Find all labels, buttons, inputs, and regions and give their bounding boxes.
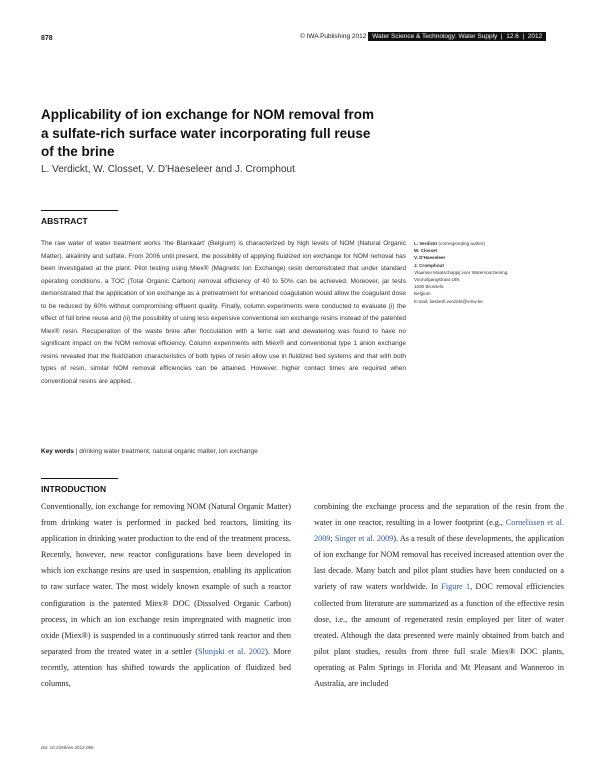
affiliation-address-line: Vooruitgangstraat 189, (414, 277, 461, 283)
abstract-heading: ABSTRACT (41, 216, 88, 226)
keywords-label: Key words (41, 448, 74, 455)
page-number: 878 (41, 35, 53, 42)
citation-link[interactable]: Slunjski et al. 2002 (197, 646, 266, 656)
citation-link[interactable]: Singer et al. 2009 (334, 534, 394, 544)
affiliation-name: L. Verdickt (corresponding author) (414, 241, 485, 246)
affiliation-block (414, 240, 564, 305)
citation-link[interactable]: Cornelissen et al. 2009 (314, 518, 565, 544)
abstract-body (41, 238, 406, 389)
author-list: L. Verdickt, W. Closset, V. D'Haeseleer and J. Cromphout (41, 164, 295, 175)
journal-year: 2012 (527, 33, 543, 40)
keywords-separator: | (75, 448, 78, 455)
intro-right-column (314, 499, 564, 692)
intro-paragraph-left: Conventionally, ion exchange for removing NOM (Natural Organic Matter) from drinking water is performed in packed bed reactors, limiting its application in drinking water production to the end of the treatment process. Recently, however, new reactor configurations have been developed in which ion exchange resins are used in suspension, enabling its application to raw surface water. The most widely known example of such a reactor configuration is the patented Miex® DOC (Dissolved Organic Carbon) process, in which an ion exchange resin impregnated with magnetic iron oxide (Miex®) is suspended in a continuously stirred tank reactor and then separated from the treated water in a settler (Slunjski et al. 2002). More recently, attention has shifted towards the application of fluidized bed columns, (41, 502, 291, 689)
keywords-text: drinking water treatment, natural organic matter, ion exchange (79, 448, 258, 455)
affiliation-name: J. Cromphout (414, 262, 444, 268)
affiliation-address-line: Vlaamse Maatschappij voor Watervoorziening, (414, 269, 509, 275)
affiliation-name: W. Closset (414, 248, 438, 254)
journal-bar: Water Science & Technology: Water Supply | 12.6 | 2012 (368, 32, 546, 41)
journal-volume: 12.6 (506, 33, 519, 40)
introduction-heading: INTRODUCTION (41, 484, 107, 494)
copyright: © IWA Publishing 2012 (300, 33, 367, 40)
affiliation-email[interactable]: E-mail: liesbeth.verdickt@vmw.be (414, 298, 483, 304)
title-line-3: of the brine (41, 144, 115, 159)
title-line-1: Applicability of ion exchange for NOM removal from (41, 107, 375, 122)
journal-name: Water Science & Technology: Water Supply (372, 33, 498, 40)
figure-link[interactable]: Figure 1 (441, 582, 471, 592)
keywords (41, 448, 258, 455)
affiliation-name: V. D'Haeseleer (414, 255, 446, 261)
article-title (41, 106, 441, 162)
title-line-2: a sulfate-rich surface water incorporating full reuse (41, 125, 371, 141)
abstract-paragraph: The raw water of water treatment works ‘the Blankaart’ (Belgium) is characterized by high levels of NOM (Natural Organic Matter), alkalinity and sulfate. From 2006 until present, the possibility of applying fluidized ion exchange for NOM removal has been investigated at the plant. Pilot testing using Miex® (Magnetic Ion Exchange) resin demonstrated that under standard operating conditions, a TOC (Total Organic Carbon) removal efficiency of 40 to 50% can be achieved. Moreover, jar tests demonstrated that the application of ion exchange as a pretreatment for enhanced coagulation would allow the coagulant dose to be reduced by 60% without compromising effluent quality. Finally, column experiments were conducted to evaluate (i) the effect of full brine reuse and (ii) the possibility of using less expensive conventional ion exchange resins instead of the patented Miex® resin. Recuperation of the waste brine after flocculation with a ferric salt and dewatering was found to have no significant impact on the NOM removal efficiency. Column experiments with Miex® and conventional type 1 anion exchange resins revealed that the fluidization characteristics of both types of resin allow use in fluidized bed systems and that with both types of resin, similar NOM removal efficiencies can be attained. However, higher contact times are required when conventional resins are applied. (41, 240, 406, 386)
affiliation-address-line: 1030 Brussels, (414, 284, 445, 290)
running-header (300, 33, 546, 40)
intro-left-column (41, 499, 291, 692)
affiliation-address-line: Belgium (414, 291, 431, 297)
doi: doi: 10.2166/ws.2012.065 (41, 745, 94, 750)
introduction-rule (41, 478, 118, 479)
abstract-rule (41, 210, 118, 211)
intro-paragraph-right: combining the exchange process and the separation of the resin from the water in one reactor, resulting in a lower footprint (e.g., Cornelissen et al. 2009; Singer et al. 2009). As a result of these developments, the application of ion exchange for NOM removal has received increased attention over the last decade. Many batch and pilot plant studies have been conducted on a variety of raw waters worldwide. In Figure 1, DOC removal efficiencies collected from literature are summarized as a function of the effective resin dose, i.e., the amount of regenerated resin employed per liter of water treated. Although the data presented were mainly obtained from batch and pilot plant studies, results from three full scale Miex® DOC plants, operating at Palm Springs in Florida and Mt Pleasant and Wanneroo in Australia, are included (314, 502, 565, 689)
